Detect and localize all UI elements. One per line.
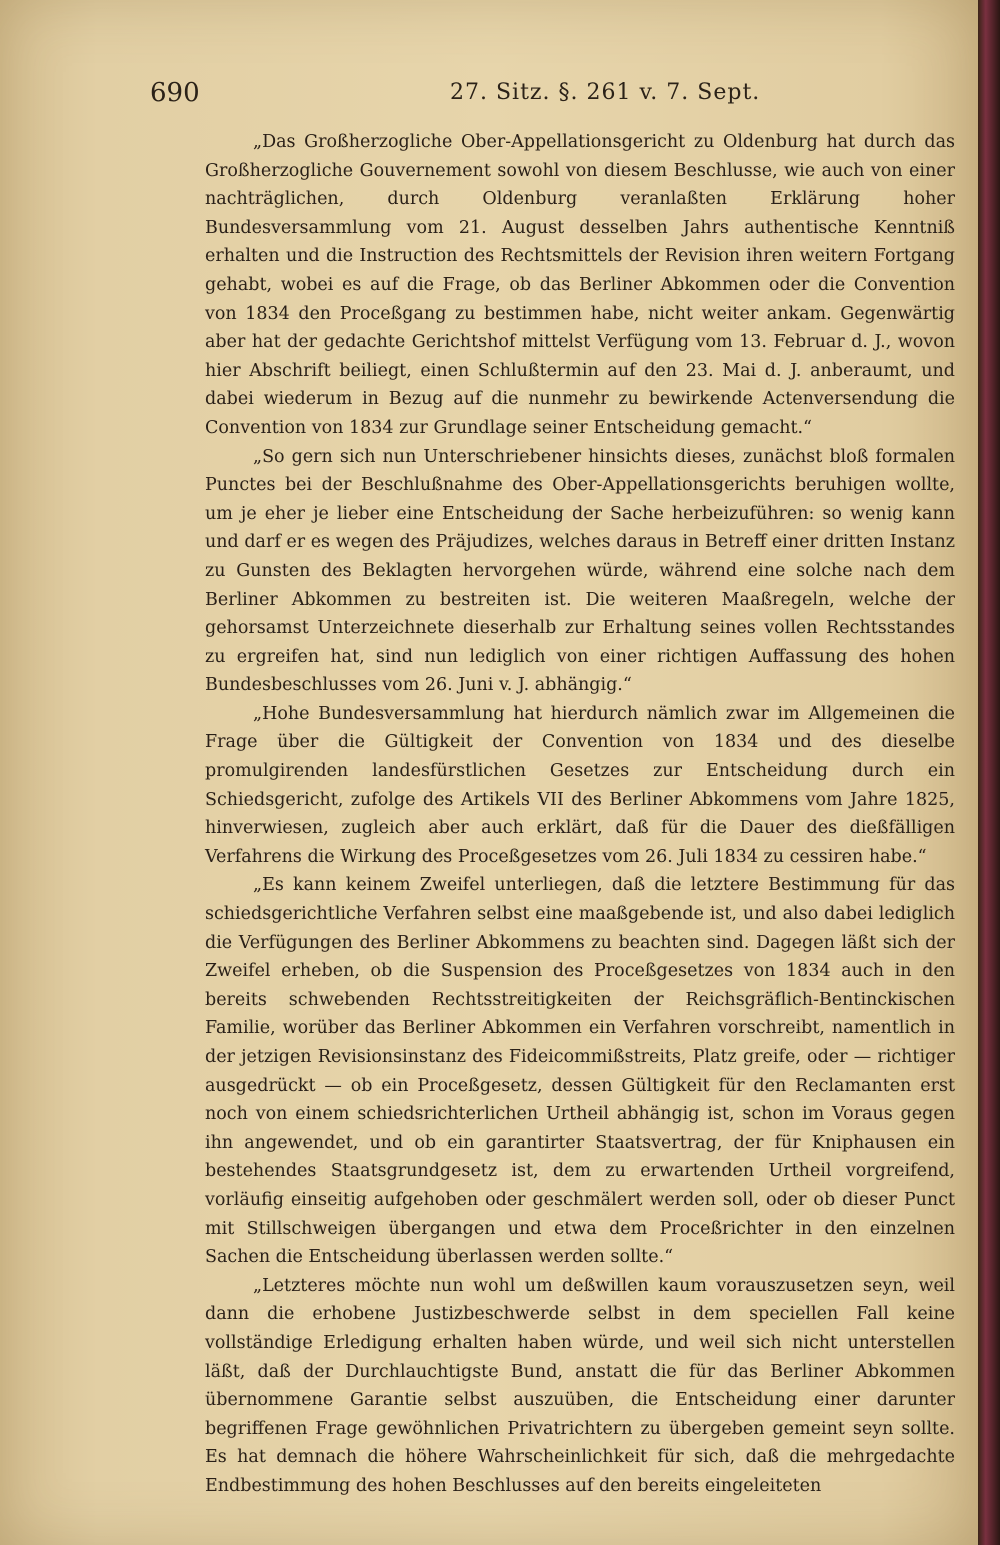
- page-number: 690: [150, 78, 200, 108]
- paragraph: „Das Großherzogliche Ober-Appellationsgericht zu Oldenburg hat durch das Großherzogliche Gouvernement sowohl von diesem Beschlusse, wie auch von einer nachträglichen, durch Oldenburg veranlaßten Erklärung hoher Bundesversammlung vom 21. August desselben Jahrs authentische Kenntniß erhalten und die Instruction des Rechtsmittels der Revision ihren weitern Fortgang gehabt, wobei es auf die Frage, ob das Berliner Abkommen oder die Convention von 1834 den Proceßgang zu bestimmen habe, nicht weiter ankam. Gegenwärtig aber hat der gedachte Gerichtshof mittelst Verfügung vom 13. Februar d. J., wovon hier Abschrift beiliegt, einen Schlußtermin auf den 23. Mai d. J. anberaumt, und dabei wiederum in Bezug auf die nunmehr zu bewirkende Actenversendung die Convention von 1834 zur Grundlage seiner Entscheidung gemacht.“: [205, 132, 955, 438]
- book-edge: [978, 0, 1000, 1545]
- body-text: [205, 128, 955, 1501]
- running-head: 27. Sitz. §. 261 v. 7. Sept.: [450, 80, 761, 105]
- paragraph: „Hohe Bundesversammlung hat hierdurch nämlich zwar im Allgemeinen die Frage über die Gültigkeit der Convention von 1834 und des dieselbe promulgirenden landesfürstlichen Gesetzes zur Entscheidung durch ein Schiedsgericht, zufolge des Artikels VII des Berliner Abkommens vom Jahre 1825, hinverwiesen, zugleich aber auch erklärt, daß für die Dauer des dießfälligen Verfahrens die Wirkung des Proceßgesetzes vom 26. Juli 1834 zu cessiren habe.“: [205, 703, 955, 867]
- page-header: [150, 78, 810, 112]
- paragraph: „Letzteres möchte nun wohl um deßwillen kaum vorauszusetzen seyn, weil dann die erhobene Justizbeschwerde selbst in dem speciellen Fall keine vollständige Erledigung erhalten haben würde, und weil sich nicht unterstellen läßt, daß der Durchlauchtigste Bund, anstatt die für das Berliner Abkommen übernommene Garantie selbst auszuüben, die Entscheidung einer darunter begriffenen Frage gewöhnlichen Privatrichtern zu übergeben gemeint seyn sollte. Es hat demnach die höhere Wahrscheinlichkeit für sich, daß die mehrgedachte Endbestimmung des hohen Beschlusses auf den bereits eingeleiteten: [205, 1275, 955, 1496]
- paragraph: „Es kann keinem Zweifel unterliegen, daß die letztere Bestimmung für das schiedsgerichtliche Verfahren selbst eine maaßgebende ist, und also dabei lediglich die Verfügungen des Berliner Abkommens zu beachten sind. Dagegen läßt sich der Zweifel erheben, ob die Suspension des Proceßgesetzes von 1834 auch in den bereits schwebenden Rechtsstreitigkeiten der Reichsgräflich-Bentinckischen Familie, worüber das Berliner Abkommen ein Verfahren vorschreibt, namentlich in der jetzigen Revisionsinstanz des Fideicommißstreits, Platz greife, oder — richtiger ausgedrückt — ob ein Proceßgesetz, dessen Gültigkeit für den Reclamanten erst noch von einem schiedsrichterlichen Urtheil abhängig ist, schon im Voraus gegen ihn angewendet, und ob ein garantirter Staatsvertrag, der für Kniphausen ein bestehendes Staatsgrundgesetz ist, dem zu erwartenden Urtheil vorgreifend, vorläufig einseitig aufgehoben oder geschmälert werden soll, oder ob dieser Punct mit Stillschweigen übergangen und etwa dem Proceßrichter in den einzelnen Sachen die Entscheidung überlassen werden sollte.“: [205, 875, 955, 1268]
- paragraph: „So gern sich nun Unterschriebener hinsichts dieses, zunächst bloß formalen Punctes bei der Beschlußnahme des Ober-Appellationsgerichts beruhigen wollte, um je eher je lieber eine Entscheidung der Sache herbeizuführen: so wenig kann und darf er es wegen des Präjudizes, welches daraus in Betreff einer dritten Instanz zu Gunsten des Beklagten hervorgehen würde, während eine solche nach dem Berliner Abkommen zu bestreiten ist. Die weiteren Maaßregeln, welche der gehorsamst Unterzeichnete dieserhalb zur Erhaltung seines vollen Rechtsstandes zu ergreifen hat, sind nun lediglich von einer richtigen Auffassung des hohen Bundesbeschlusses vom 26. Juni v. J. abhängig.“: [205, 446, 955, 696]
